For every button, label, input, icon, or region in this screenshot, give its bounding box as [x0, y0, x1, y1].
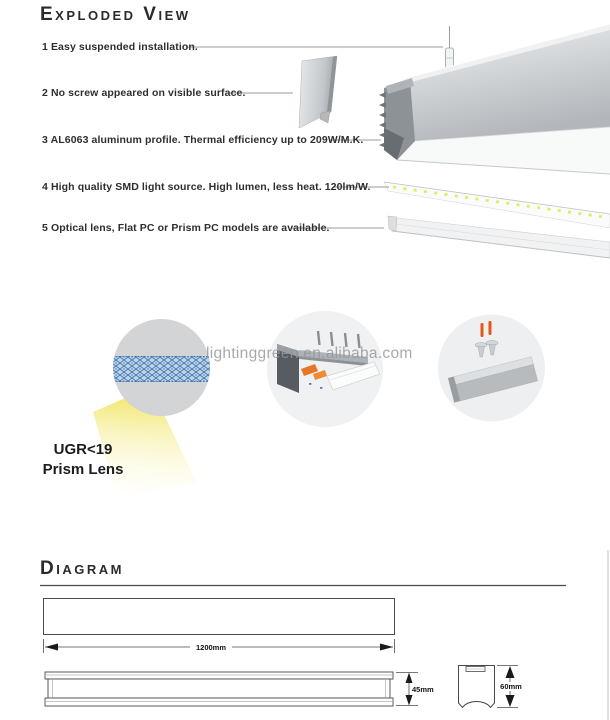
- watermark: lightinggreen.en.alibaba.com: [206, 345, 413, 362]
- feature-item-3: 3 AL6063 aluminum profile. Thermal efficiency up to 209W/M.K.: [42, 134, 364, 146]
- lens-caption-line2: Prism Lens: [42, 461, 124, 478]
- feature-item-1: 1 Easy suspended installation.: [42, 41, 198, 53]
- dimension-label-length: 1200mm: [190, 643, 232, 652]
- feature-item-2: 2 No screw appeared on visible surface.: [42, 87, 246, 99]
- dimension-label-side-height: 45mm: [412, 685, 434, 694]
- side-view-diagram: [45, 672, 418, 706]
- diagram-title: Diagram: [40, 558, 124, 579]
- exploded-view-title: Exploded View: [40, 4, 191, 25]
- detail-circle-assembly: [267, 311, 383, 427]
- feature-item-5: 5 Optical lens, Flat PC or Prism PC models are available.: [42, 222, 330, 234]
- diagram-section: [40, 550, 608, 720]
- lens-caption: [22, 440, 144, 480]
- lens-caption-line1: UGR<19: [53, 441, 113, 458]
- dimension-label-end-height: 60mm: [498, 682, 524, 691]
- feature-item-4: 4 High quality SMD light source. High lumen, less heat. 120lm/W.: [42, 181, 371, 193]
- detail-circle-screw-mount: [438, 315, 545, 422]
- end-cap: [299, 56, 337, 128]
